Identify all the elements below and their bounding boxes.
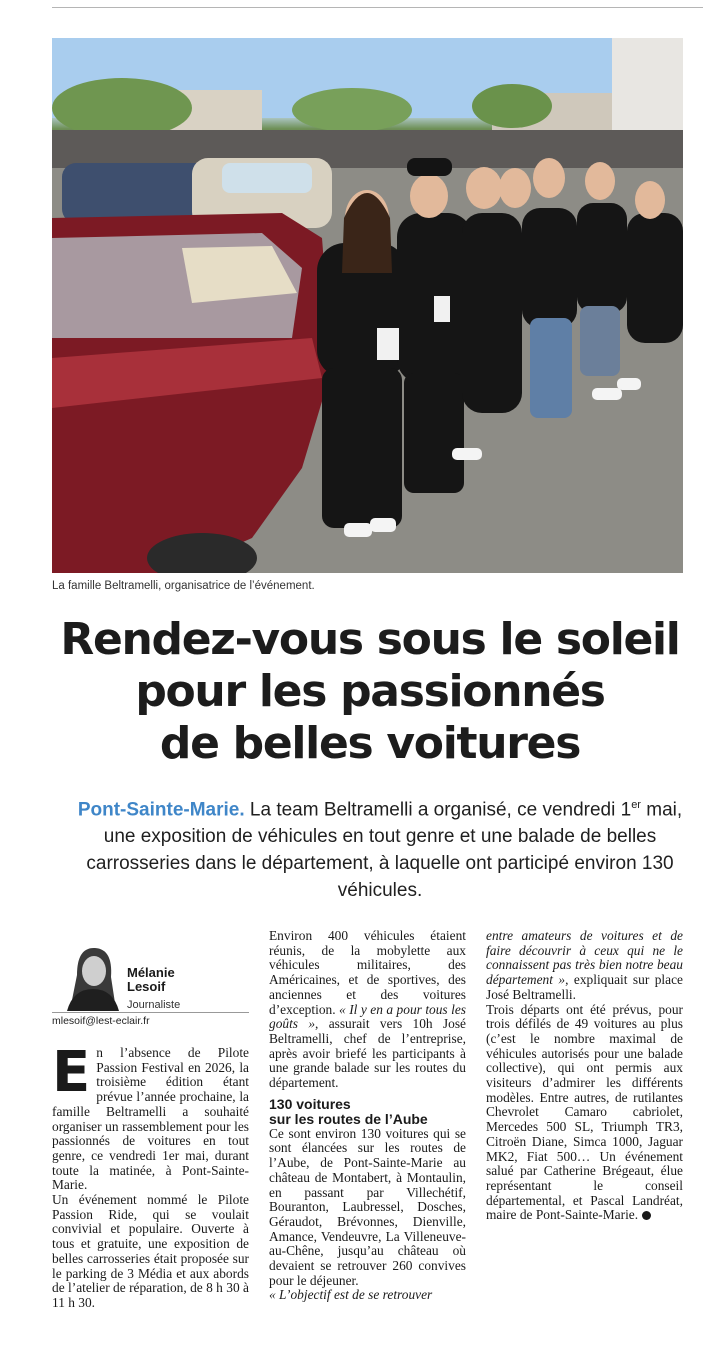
headline-line-2: pour les passionnés: [135, 666, 605, 717]
article-paragraph-2: Un événement nommé le Pilote Passion Ride, qui se voulait convivial et populaire. Ouverte à tous et gratuite, une exposition de belles carrosseries était proposée sur le parking de 3 Média et aux abords de l’atelier de réparation, de 8 h 30 à 11 h 30.: [52, 1192, 249, 1310]
quote-2-end: entre amateurs de voitures et de faire découvrir à ceux qui ne le connaissent pas très bien notre beau département »: [486, 928, 683, 988]
subheading: [269, 1097, 466, 1127]
author-email: mlesoif@lest-eclair.fr: [52, 1015, 150, 1027]
author-first-name: Mélanie: [127, 965, 175, 980]
author-divider: [52, 1012, 249, 1013]
headline-line-3: de belles voitures: [159, 718, 581, 769]
article-column-2: [269, 929, 466, 1303]
quote-2-start: « L’objectif est de se retrouver: [269, 1287, 433, 1303]
article-column-1: [52, 1040, 249, 1311]
article-paragraph-5: [486, 929, 683, 1003]
lead-text-a: La team Beltramelli a organisé, ce vendredi 1: [244, 799, 632, 821]
article-paragraph-3: [269, 929, 466, 1091]
headline: [40, 614, 700, 770]
author-name: [127, 966, 175, 994]
article-column-3: [486, 929, 683, 1223]
lead-sup: er: [631, 799, 641, 811]
article-paragraph-5-text: , expliquait sur place José Beltramelli.: [486, 972, 683, 1002]
author-portrait-illustration: [63, 945, 123, 1011]
dropcap: E: [52, 1040, 91, 1105]
lead-paragraph: [60, 792, 700, 904]
article-paragraph-6-text: Trois départs ont été prévus, pour trois défilés de 49 voitures au plus (c’est le nombre maximal de véhicules autorisés pour une balade collective), qui ont permis aux visiteurs d’admirer les différents modèles. Entre autres, de rutilantes Chevrolet Camaro cabriolet, Mercedes 500 SL, Triumph TR3, Citroën Diane, Simca 1000, Jaguar MK2, Fiat 500… Un événement salué par Catherine Brégeaut, élue représentant le conseil départemental, et Pascal Landréat, maire de Pont-Sainte-Marie.: [486, 1001, 683, 1223]
article-paragraph-1: [52, 1040, 249, 1193]
top-rule: [52, 7, 703, 8]
author-avatar: [63, 945, 123, 1011]
end-of-article-dot: [642, 1211, 651, 1220]
headline-line-1: Rendez-vous sous le soleil: [60, 614, 680, 665]
author-role: Journaliste: [127, 999, 181, 1011]
article-paragraph-6: [486, 1003, 683, 1224]
article-paragraph-3b-text: , assurait vers 10h José Beltramelli, chef de l’entreprise, après avoir briefé les participants à une grande balade sur les routes du département.: [269, 1016, 466, 1091]
subheading-line-1: 130 voitures: [269, 1095, 351, 1112]
subheading-line-2: sur les routes de l’Aube: [269, 1110, 428, 1127]
lead-text-b: mai, une exposition de véhicules en tout genre et une balade de belles carrosseries dans le département, à laquelle ont participé environ 130 véhicules.: [86, 799, 683, 902]
article-paragraph-1-text: n l’absence de Pilote Passion Festival en 2026, la troisième édition étant prévue l’année prochaine, la famille Beltramelli a souhaité organiser un rassemblement pour les passionnés de voitures en tout genre, ce vendredi 1er mai, durant toute la matinée, à Pont-Sainte-Marie.: [52, 1045, 249, 1193]
lead-place: Pont-Sainte-Marie.: [77, 799, 245, 821]
photo-illustration: [52, 38, 683, 573]
author-last-name: Lesoif: [127, 979, 166, 994]
quote-1: « Il y en a pour tous les goûts »: [269, 1001, 466, 1032]
photo-caption: La famille Beltramelli, organisatrice de l’événement.: [52, 580, 315, 592]
article-photo: [52, 38, 683, 573]
article-paragraph-3-text: Environ 400 véhicules étaient réunis, de la mobylette aux véhicules militaires, des Américaines, et de sportives, des anciennes et des voitures d’exception.: [269, 928, 466, 1017]
article-paragraph-4: Ce sont environ 130 voitures qui se sont élancées sur les routes de l’Aube, de Pont-Sainte-Marie au château de Montabert, à Montaulin, en passant par Villechétif, Bouranton, Laubressel, Dosches, Géraudot, Brévonnes, Dienville, Amance, Vendeuvre, La Villeneuve-au-Chêne, jusqu’au château où devaient se retrouver 260 convives pour le déjeuner.: [269, 1125, 466, 1288]
